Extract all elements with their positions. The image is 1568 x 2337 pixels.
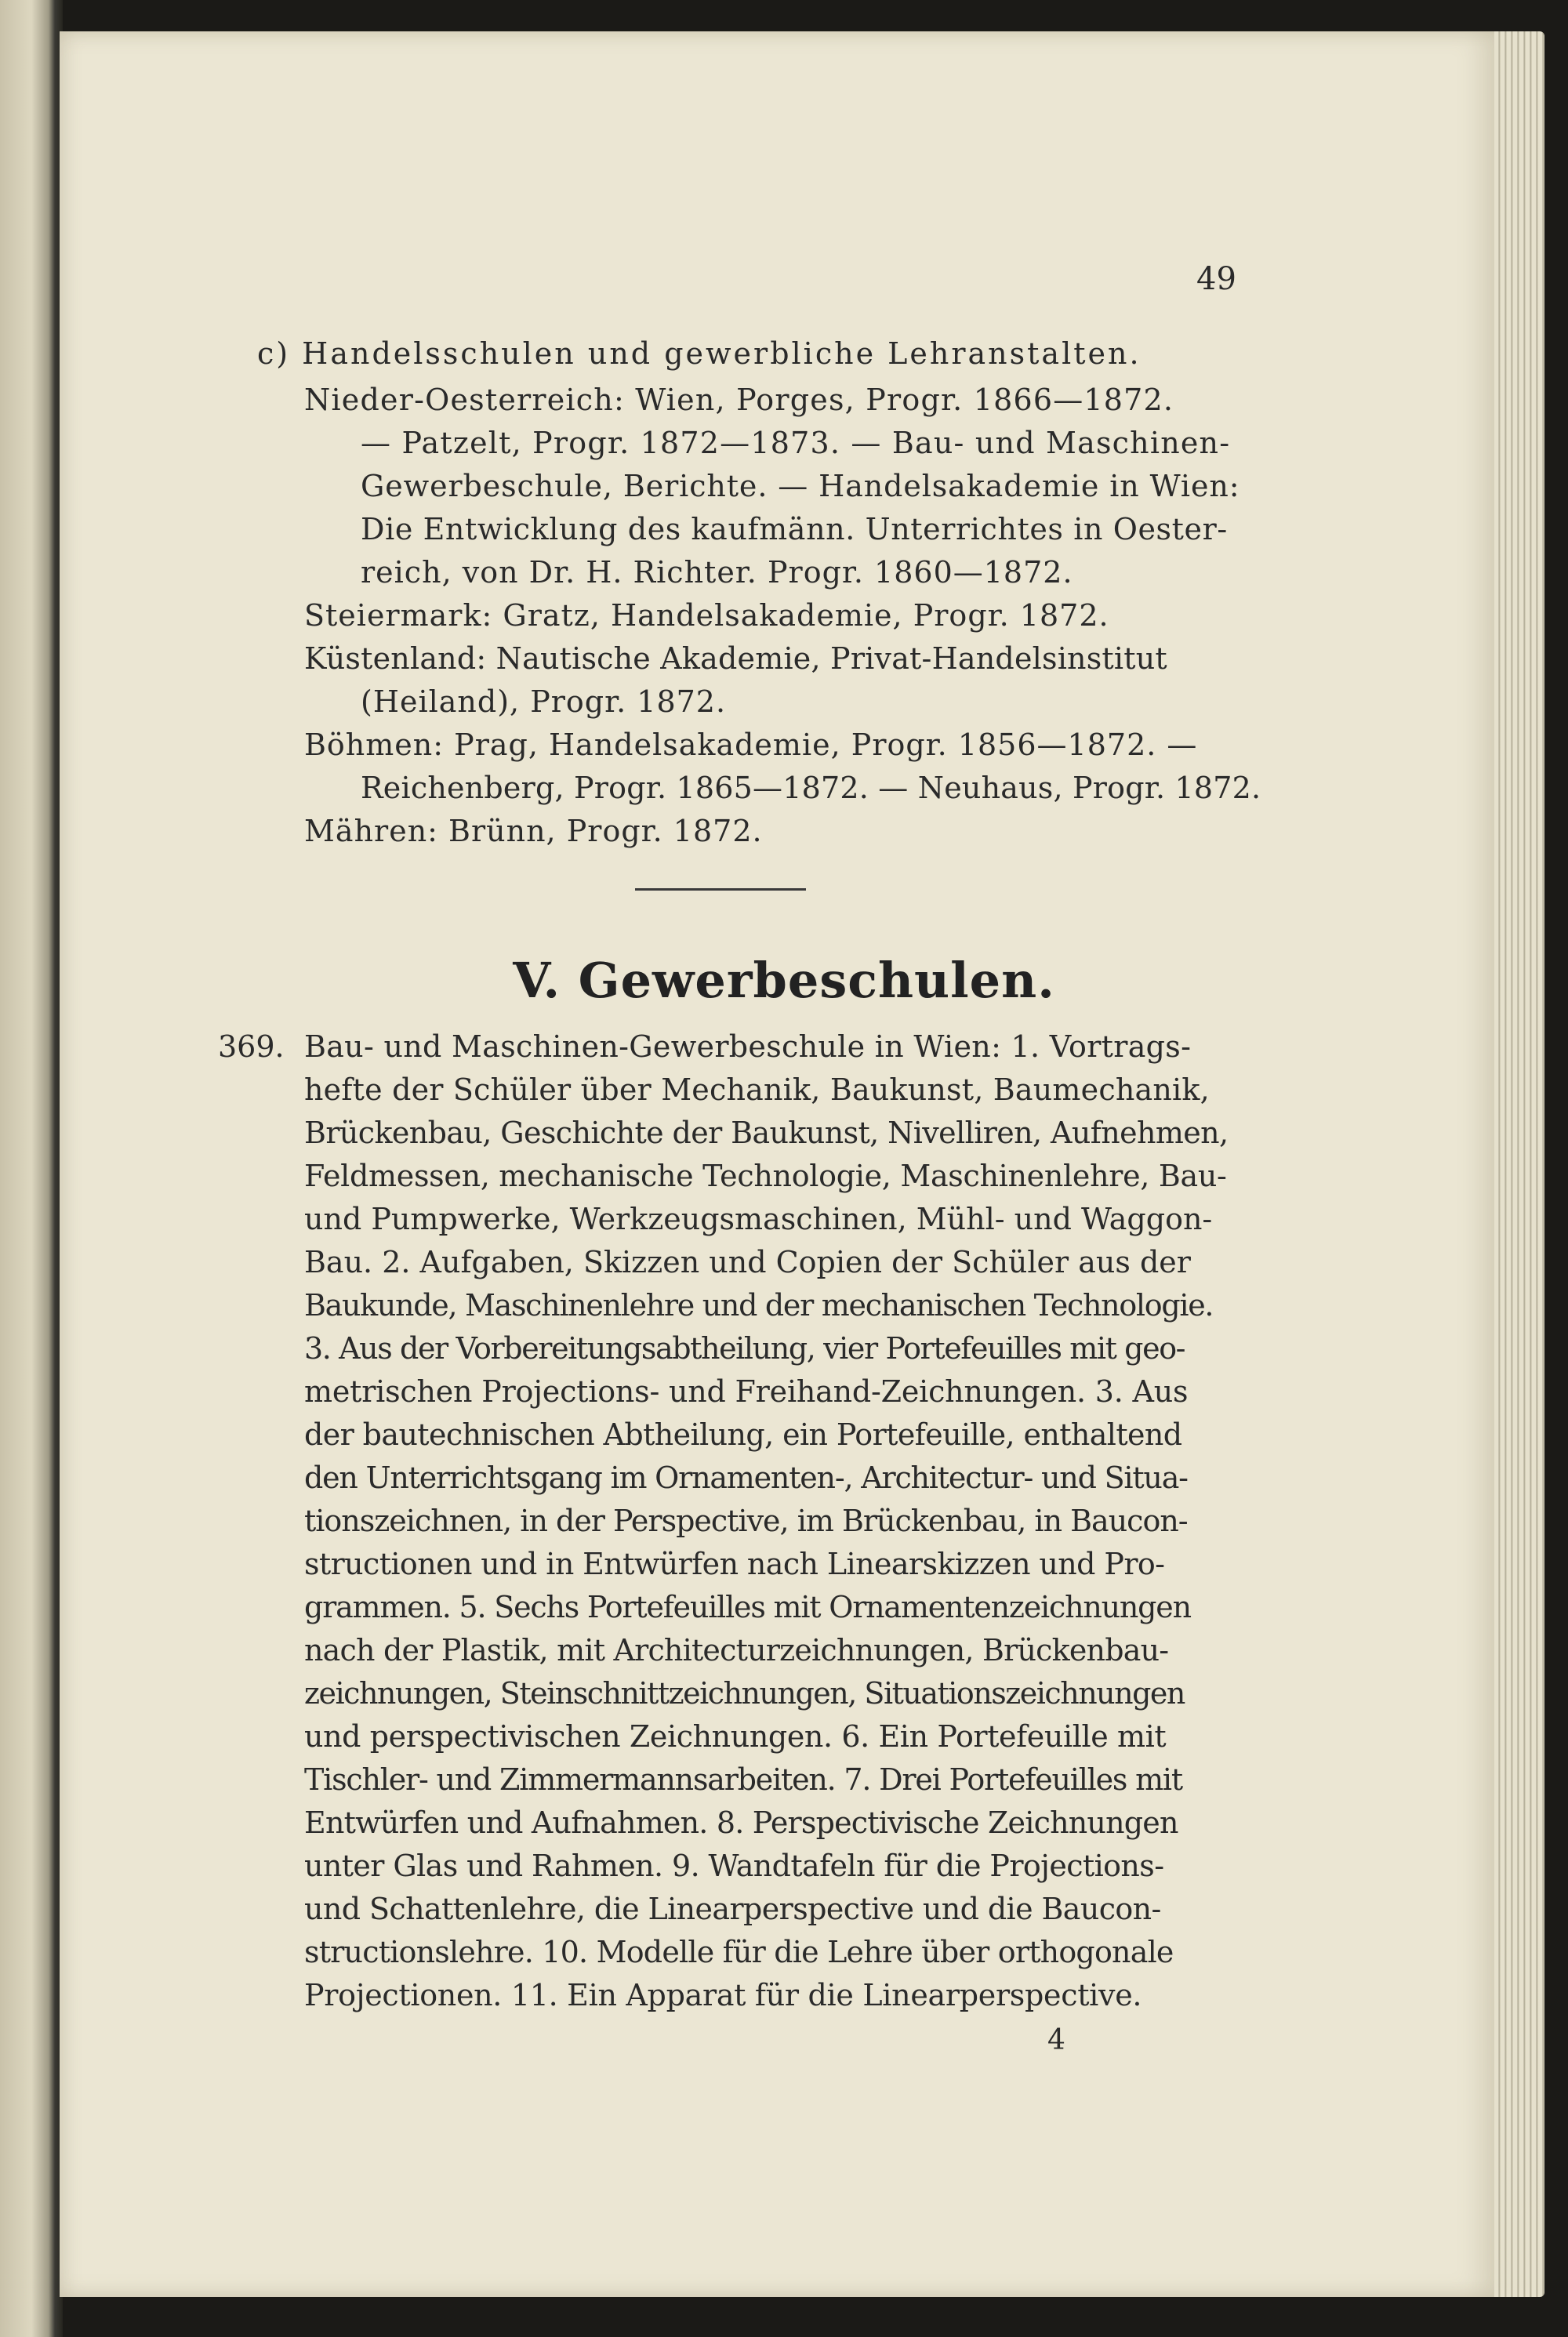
section-c-line: (Heiland), Progr. 1872. [361,684,727,719]
section-c-line: Die Entwicklung des kaufmänn. Unterrichtes in Oester- [361,512,1228,546]
entry-line: unter Glas und Rahmen. 9. Wandtafeln für die Projections- [304,1849,1164,1883]
entry-number: 369. [218,1029,285,1064]
entry-line: metrischen Projections- und Freihand-Zeichnungen. 3. Aus [304,1374,1189,1409]
section-c-line: Reichenberg, Progr. 1865—1872. — Neuhaus, Progr. 1872. [361,771,1261,805]
entry-line: Brückenbau, Geschichte der Baukunst, Nivelliren, Aufnehmen, [304,1116,1229,1150]
signature-mark: 4 [1047,2024,1065,2056]
entry-line: nach der Plastik, mit Architecturzeichnungen, Brückenbau- [304,1633,1169,1667]
section-c-line: Gewerbeschule, Berichte. — Handelsakademie in Wien: [361,469,1240,503]
entry-line: und Schattenlehre, die Linearperspective und die Baucon- [304,1892,1161,1926]
section-c-heading: c) Handelsschulen und gewerbliche Lehranstalten. [257,336,1142,371]
entry-line: Baukunde, Maschinenlehre und der mechanischen Technologie. [304,1288,1214,1323]
entry-line: Bau. 2. Aufgaben, Skizzen und Copien der Schüler aus der [304,1245,1191,1279]
entry-line: Bau- und Maschinen-Gewerbeschule in Wien: 1. Vortrags- [304,1029,1192,1064]
entry-line: Projectionen. 11. Ein Apparat für die Linearperspective. [304,1978,1142,2012]
section-c-line: Mähren: Brünn, Progr. 1872. [304,814,763,848]
section-c-line: Steiermark: Gratz, Handelsakademie, Progr. 1872. [304,598,1109,633]
entry-line: und perspectivischen Zeichnungen. 6. Ein Portefeuille mit [304,1719,1167,1754]
page-number: 49 [1196,261,1236,297]
entry-line: Feldmessen, mechanische Technologie, Maschinenlehre, Bau- [304,1159,1227,1193]
entry-line: Tischler- und Zimmermannsarbeiten. 7. Drei Portefeuilles mit [304,1762,1182,1797]
entry-line: und Pumpwerke, Werkzeugsmaschinen, Mühl- und Waggon- [304,1202,1213,1236]
entry-line: der bautechnischen Abtheilung, ein Portefeuille, enthaltend [304,1417,1182,1452]
entry-line: 3. Aus der Vorbereitungsabtheilung, vier Portefeuilles mit geo- [304,1331,1185,1366]
section-separator-rule [635,888,806,891]
section-c-line: Küstenland: Nautische Akademie, Privat-Handelsinstitut [304,641,1167,676]
entry-line: structionen und in Entwürfen nach Linearskizzen und Pro- [304,1547,1165,1581]
section-c-line: — Patzelt, Progr. 1872—1873. — Bau- und Maschinen- [361,426,1231,460]
section-c-line: Nieder-Oesterreich: Wien, Porges, Progr. 1866—1872. [304,383,1174,417]
entry-line: tionszeichnen, in der Perspective, im Brückenbau, in Baucon- [304,1504,1188,1538]
section-v-title: V. Gewerbeschulen. [513,952,1055,1009]
book-left-edge [0,0,63,2337]
entry-line: Entwürfen und Aufnahmen. 8. Perspectivische Zeichnungen [304,1805,1178,1840]
entry-line: grammen. 5. Sechs Portefeuilles mit Ornamentenzeichnungen [304,1590,1191,1624]
entry-line: den Unterrichtsgang im Ornamenten-, Architectur- und Situa- [304,1461,1188,1495]
section-c-line: reich, von Dr. H. Richter. Progr. 1860—1872. [361,555,1073,590]
section-c-line: Böhmen: Prag, Handelsakademie, Progr. 1856—1872. — [304,728,1198,762]
entry-line: structionslehre. 10. Modelle für die Lehre über orthogonale [304,1935,1174,1969]
entry-line: hefte der Schüler über Mechanik, Baukunst, Baumechanik, [304,1072,1210,1107]
entry-line: zeichnungen, Steinschnittzeichnungen, Situationszeichnungen [304,1676,1185,1711]
